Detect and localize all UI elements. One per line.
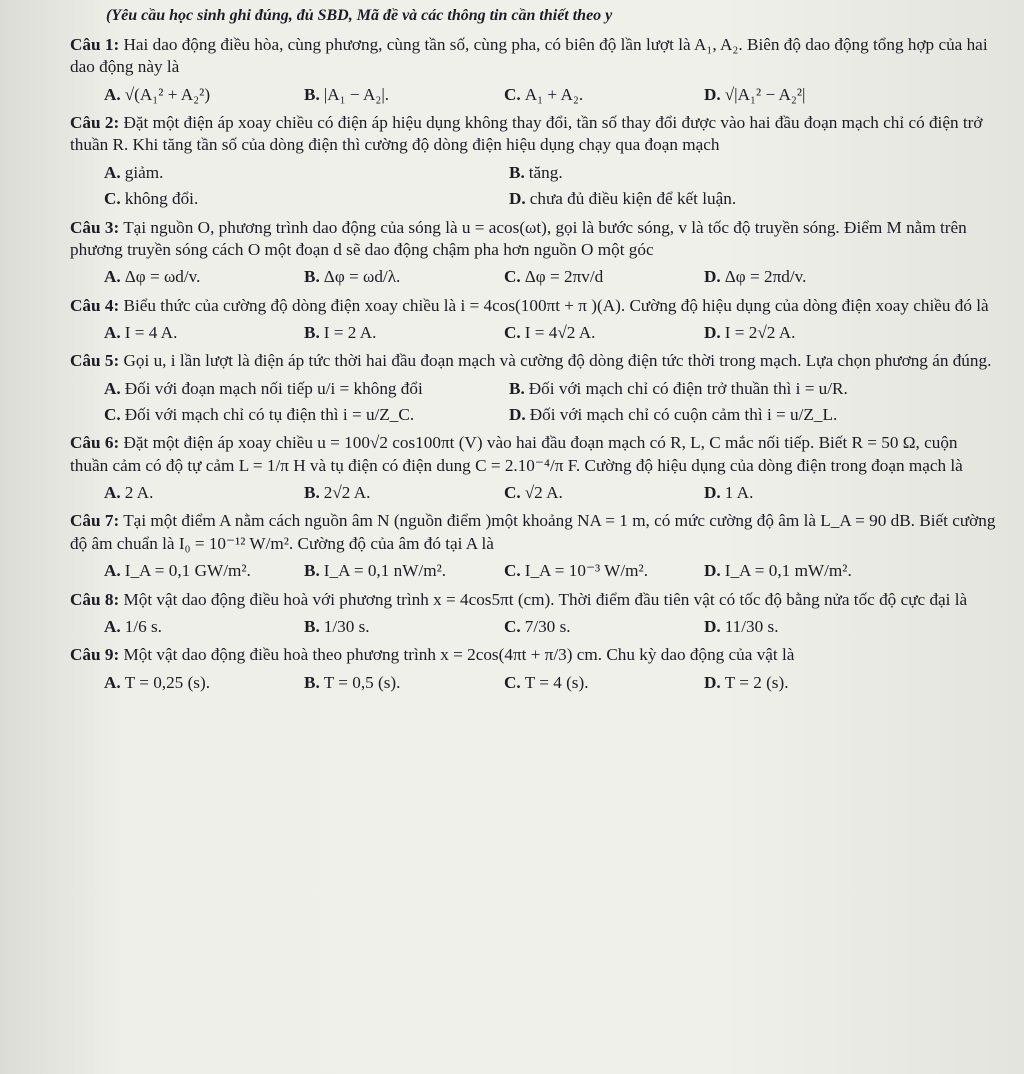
question-text: Gọi u, i lần lượt là điện áp tức thời hai đầu đoạn mạch và cường độ dòng điện tức thời trong mạch. Lựa chọn phương án đúng. [123, 351, 992, 371]
answer-option-b[interactable]: B. 2√2 A. [304, 483, 371, 503]
question-label: Câu 4: [70, 295, 120, 315]
question-text: Biểu thức của cường độ dòng điện xoay chiều là i = 4cos(100πt + π )(A). Cường độ hiệu dụng của dòng điện xoay chiều đó là [123, 295, 989, 315]
answer-options [104, 82, 998, 108]
answer-option-d[interactable]: D. Δφ = 2πd/v. [704, 267, 807, 287]
answer-options [104, 376, 998, 429]
question-5 [70, 350, 998, 428]
answer-option-a[interactable]: A. 2 A. [104, 483, 154, 503]
answer-options [104, 320, 998, 346]
question-9 [70, 644, 998, 696]
answer-option-b[interactable]: B. tăng. [509, 162, 563, 182]
answer-option-b[interactable]: B. T = 0,5 (s). [304, 672, 401, 692]
answer-option-d[interactable]: D. T = 2 (s). [704, 672, 789, 692]
question-label: Câu 7: [70, 511, 120, 531]
answer-options [104, 160, 998, 213]
answer-option-a[interactable]: A. Δφ = ωd/v. [104, 267, 201, 287]
answer-option-b[interactable]: B. I_A = 0,1 nW/m². [304, 561, 447, 581]
question-label: Câu 1: [70, 35, 120, 54]
question-text: Một vật dao động điều hoà với phương trình x = 4cos5πt (cm). Thời điểm đầu tiên vật có tốc độ bằng nửa tốc độ cực đại là [123, 589, 968, 609]
answer-options [104, 614, 998, 640]
answer-option-c[interactable]: C. không đổi. [104, 189, 199, 209]
answer-option-d[interactable]: D. chưa đủ điều kiện để kết luận. [509, 189, 737, 209]
answer-option-d[interactable]: D. Đối với mạch chỉ có cuộn cảm thì i = u/Z_L. [509, 405, 838, 425]
answer-option-c[interactable]: C. T = 4 (s). [504, 672, 589, 692]
answer-option-c[interactable]: C. Δφ = 2πv/d [504, 267, 604, 287]
answer-option-c[interactable]: C. A₁ + A₂. [504, 84, 584, 104]
answer-option-c[interactable]: C. Đối với mạch chỉ có tụ điện thì i = u/Z_C. [104, 405, 415, 425]
answer-option-d[interactable]: D. 11/30 s. [704, 616, 779, 636]
question-text: Một vật dao động điều hoà theo phương trình x = 2cos(4πt + π/3) cm. Chu kỳ dao động của vật là [123, 645, 795, 665]
question-label: Câu 8: [70, 589, 120, 609]
answer-options [104, 480, 998, 506]
question-label: Câu 6: [70, 433, 120, 453]
answer-option-a[interactable]: A. I_A = 0,1 GW/m². [104, 561, 251, 581]
answer-option-b[interactable]: B. Δφ = ωd/λ. [304, 267, 401, 287]
answer-option-b[interactable]: B. 1/30 s. [304, 616, 370, 636]
question-label: Câu 5: [70, 351, 120, 371]
question-7 [70, 510, 998, 584]
answer-option-b[interactable]: B. I = 2 A. [304, 322, 377, 342]
question-text: Tại một điểm A nằm cách nguồn âm N (nguồn điểm )một khoảng NA = 1 m, có mức cường độ âm là L_A = 90 dB. Biết cường độ âm chuẩn là I₀ = 10⁻¹² W/m². Cường độ của âm đó tại A là [70, 511, 996, 553]
question-label: Câu 9: [70, 645, 120, 665]
question-4 [70, 295, 998, 347]
question-text: Hai dao động điều hòa, cùng phương, cùng tần số, cùng pha, có biên độ lần lượt là A₁, A₂. Biên độ dao động tổng hợp của hai dao động này là [70, 35, 988, 77]
answer-option-b[interactable]: B. |A₁ − A₂|. [304, 84, 390, 104]
question-2 [70, 112, 998, 212]
question-6 [70, 432, 998, 506]
answer-option-c[interactable]: C. I = 4√2 A. [504, 322, 596, 342]
answer-option-b[interactable]: B. Đối với mạch chỉ có điện trở thuần thì i = u/R. [509, 378, 848, 398]
answer-options [104, 670, 998, 696]
answer-option-c[interactable]: C. √2 A. [504, 483, 563, 503]
question-label: Câu 2: [70, 113, 120, 133]
answer-option-d[interactable]: D. I_A = 0,1 mW/m². [704, 561, 852, 581]
answer-option-a[interactable]: A. giảm. [104, 162, 164, 182]
answer-option-c[interactable]: C. 7/30 s. [504, 616, 571, 636]
question-label: Câu 3: [70, 217, 120, 237]
answer-option-d[interactable]: D. I = 2√2 A. [704, 322, 796, 342]
answer-option-a[interactable]: A. 1/6 s. [104, 616, 162, 636]
answer-option-a[interactable]: A. I = 4 A. [104, 322, 178, 342]
answer-option-d[interactable]: D. √|A₁² − A₂²| [704, 84, 806, 104]
question-text: Đặt một điện áp xoay chiều u = 100√2 cos100πt (V) vào hai đầu đoạn mạch có R, L, C mắc nối tiếp. Biết R = 50 Ω, cuộn thuần cảm có độ tự cảm L = 1/π H và tụ điện có điện dung C = 2.10⁻⁴/π F. Cường độ hiệu dụng của dòng điện trong đoạn mạch là [70, 433, 963, 475]
question-1 [70, 34, 998, 108]
answer-option-d[interactable]: D. 1 A. [704, 483, 754, 503]
answer-option-c[interactable]: C. I_A = 10⁻³ W/m². [504, 561, 649, 581]
exam-instructions-header: (Yêu cầu học sinh ghi đúng, đủ SBD, Mã đề và các thông tin cần thiết theo y [106, 7, 613, 24]
question-8 [70, 589, 998, 641]
answer-options [104, 558, 998, 584]
answer-option-a[interactable]: A. √(A₁² + A₂²) [104, 84, 211, 104]
answer-options [104, 264, 998, 290]
answer-option-a[interactable]: A. Đối với đoạn mạch nối tiếp u/i = không đổi [104, 378, 423, 398]
question-text: Tại nguồn O, phương trình dao động của sóng là u = acos(ωt), gọi là bước sóng, v là tốc độ truyền sóng. Điểm M nằm trên phương truyền sóng cách O một đoạn d sẽ dao động chậm pha hơn nguồn O một góc [70, 217, 967, 259]
question-3 [70, 217, 998, 291]
question-text: Đặt một điện áp xoay chiều có điện áp hiệu dụng không thay đổi, tần số thay đổi được vào hai đầu đoạn mạch chỉ có điện trở thuần R. Khi tăng tần số của dòng điện thì cường độ dòng điện hiệu dụng chạy qua đoạn mạch [70, 113, 983, 155]
answer-option-a[interactable]: A. T = 0,25 (s). [104, 672, 211, 692]
